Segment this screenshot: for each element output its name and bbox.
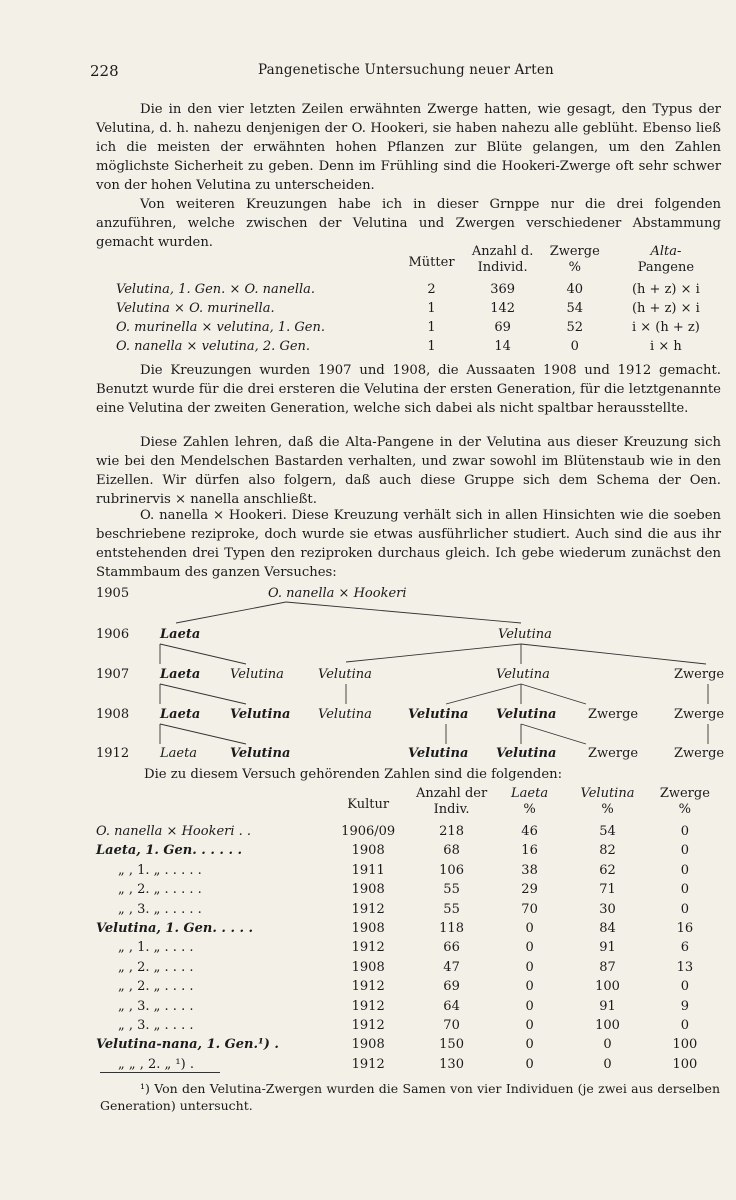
node-laeta: Laeta (160, 667, 201, 682)
table-row (96, 882, 721, 901)
node-velutina: Velutina (408, 746, 469, 761)
paragraph-4 (96, 433, 721, 509)
cell-mutter: 1 (427, 339, 436, 354)
row-label: „ , 1. „ . . . . . (118, 862, 202, 878)
cell-laeta: 16 (521, 843, 538, 859)
node-velutina: Velutina (318, 707, 372, 722)
row-label: Velutina, 1. Gen. × O. nanella. (116, 282, 316, 297)
cell-kultur: 1912 (351, 1056, 385, 1072)
row-label: „ , 2. „ . . . . (118, 959, 194, 975)
cell-velutina: 71 (599, 882, 616, 898)
paragraph-3-text: Die Kreuzungen wurden 1907 und 1908, die Aussaaten 1908 und 1912 gemacht. Benutzt wurde für die drei ersteren die Velutina der ersten Generation, für die letztgenannte eine Velutina der zweiten Generation, welche sich dabei als nicht spaltbar herausstellte. (96, 363, 721, 416)
table-row (96, 979, 721, 998)
cell-kultur: 1912 (351, 1017, 385, 1033)
cell-kultur: 1908 (351, 843, 385, 859)
node-velutina: Velutina (496, 746, 557, 761)
cell-velutina: 82 (599, 843, 616, 859)
cell-zwerge: 0 (680, 901, 689, 917)
cell-indiv: 66 (443, 940, 460, 956)
table-row (96, 1018, 721, 1037)
cell-laeta: 0 (525, 1017, 534, 1033)
cell-kultur: 1912 (351, 901, 385, 917)
running-header (90, 62, 720, 82)
table-row (96, 282, 721, 301)
cell-zwerge: 0 (570, 339, 579, 354)
row-label: O. nanella × velutina, 2. Gen. (116, 339, 311, 354)
cell-mutter: 2 (427, 282, 436, 297)
cell-pangene: (h + z) × i (631, 282, 700, 297)
header-velutina: Velutina % (580, 786, 635, 817)
table-body (96, 824, 721, 1076)
row-label: „ , 2. „ . . . . (118, 979, 194, 995)
cell-indiv: 106 (439, 862, 464, 878)
cell-laeta: 70 (521, 901, 538, 917)
row-label: Velutina × O. murinella. (116, 301, 275, 316)
cell-zwerge: 0 (680, 824, 689, 839)
table-row (96, 863, 721, 882)
cell-pangene: i × h (650, 339, 682, 354)
paragraph-5 (96, 506, 721, 582)
cell-indiv: 47 (443, 959, 460, 975)
cell-indiv: 118 (439, 920, 464, 936)
node-velutina: Velutina (498, 627, 552, 642)
table-row (96, 301, 721, 320)
cell-velutina: 100 (595, 1017, 620, 1033)
cell-kultur: 1912 (351, 998, 385, 1014)
header-pangene: Alta- Pangene (637, 244, 695, 275)
cell-zwerge: 0 (680, 1017, 689, 1033)
table-row (96, 999, 721, 1018)
cell-zwerge: 52 (566, 320, 584, 335)
cell-velutina: 30 (599, 901, 616, 917)
table-row (96, 843, 721, 862)
row-label: „ , 3. „ . . . . (118, 998, 194, 1014)
paragraph-1-text: Die in den vier letzten Zeilen erwähnten Zwerge hatten, wie gesagt, den Typus der Velutina, d. h. nahezu denjenigen der O. Hookeri, sie haben nahezu alle geblüht. Ebenso ließ ich die meisten der erwähnten hohen Pflanzen zur Blüte gelangen, um den Zahlen möglichste Sicherheit zu geben. Denn im Frühling sind die Hookeri-Zwerge oft sehr schwer von der hohen Velutina zu unterscheiden. (96, 102, 721, 193)
cell-indiv: 69 (443, 979, 460, 995)
table-row (96, 921, 721, 940)
cell-pangene: (h + z) × i (631, 301, 700, 316)
cell-zwerge: 0 (680, 882, 689, 898)
year-1907: 1907 (96, 667, 130, 682)
table-row (96, 1037, 721, 1056)
footnote-divider (100, 1072, 220, 1073)
cell-velutina: 100 (595, 979, 620, 995)
cell-indiv: 64 (443, 998, 460, 1014)
cell-laeta: 0 (525, 959, 534, 975)
year-1912: 1912 (96, 746, 130, 761)
cell-indiv: 55 (443, 901, 460, 917)
cell-laeta: 0 (525, 1056, 534, 1072)
cell-zwerge: 6 (680, 940, 689, 956)
footnote: ¹) Von den Velutina-Zwergen wurden die Samen von vier Individuen (je zwei aus derselben Generation) untersucht. (100, 1081, 720, 1113)
node-velutina: Velutina (408, 707, 469, 722)
header-zwerge: Zwerge % (659, 786, 710, 817)
table-row (96, 824, 721, 843)
row-label: „ , 2. „ . . . . . (118, 882, 202, 898)
node-velutina: Velutina (230, 746, 291, 761)
cell-zwerge: 13 (676, 959, 694, 975)
paragraph-5-text: O. nanella × Hookeri. Diese Kreuzung verhält sich in allen Hinsichten wie die soeben beschriebene reziproke, doch wurde sie etwas ausführlicher studiert. Auch sind die aus ihr entstehenden drei Typen den reziproken durchaus gleich. Ich gebe wiederum zunächst den Stammbaum des ganzen Versuches: (96, 508, 721, 580)
cell-velutina: 84 (599, 920, 616, 936)
cell-individ: 369 (490, 282, 516, 297)
header-zwerge: Zwerge % (549, 244, 600, 275)
table-caption: Die zu diesem Versuch gehörenden Zahlen sind die folgenden: (144, 767, 563, 782)
table-results (96, 786, 721, 1076)
cell-velutina: 87 (599, 959, 616, 975)
row-label: O. nanella × Hookeri . . (96, 824, 252, 839)
cell-kultur: 1912 (351, 940, 385, 956)
table-header-row (96, 786, 721, 824)
cell-kultur: 1912 (351, 979, 385, 995)
pedigree-diagram (96, 582, 726, 772)
cell-velutina: 54 (599, 824, 616, 839)
row-label: Velutina, 1. Gen. . . . . (96, 920, 254, 936)
header-mutter: Mütter (408, 255, 455, 270)
cell-zwerge: 54 (566, 301, 584, 316)
cell-velutina: 0 (603, 1056, 612, 1072)
cell-laeta: 0 (525, 1037, 534, 1053)
table-row (96, 940, 721, 959)
cell-indiv: 150 (439, 1037, 464, 1053)
cell-kultur: 1906/09 (341, 824, 396, 839)
table-row (96, 960, 721, 979)
year-1905: 1905 (96, 586, 130, 601)
row-label: Laeta, 1. Gen. . . . . . (96, 843, 243, 859)
node-velutina: Velutina (230, 707, 291, 722)
cell-zwerge: 40 (566, 282, 584, 297)
cell-indiv: 55 (443, 882, 460, 898)
cell-laeta: 0 (525, 920, 534, 936)
cell-zwerge: 0 (680, 979, 689, 995)
table-row (96, 1057, 721, 1076)
row-label: „ , 3. „ . . . . . (118, 901, 202, 917)
node-zwerge: Zwerge (588, 707, 639, 722)
row-label: O. murinella × velutina, 1. Gen. (116, 320, 325, 335)
cell-indiv: 130 (439, 1056, 464, 1072)
row-label: „ „ , 2. „ ¹) . (118, 1056, 194, 1072)
cell-kultur: 1908 (351, 920, 385, 936)
cell-velutina: 91 (599, 940, 616, 956)
header-indiv: Anzahl der Indiv. (415, 786, 488, 817)
cell-zwerge: 9 (680, 998, 689, 1014)
cell-laeta: 46 (521, 824, 538, 839)
cell-individ: 14 (494, 339, 511, 354)
cell-velutina: 0 (603, 1037, 612, 1053)
cell-kultur: 1908 (351, 882, 385, 898)
cell-laeta: 0 (525, 979, 534, 995)
header-individ: Anzahl d. Individ. (471, 244, 534, 275)
cell-kultur: 1908 (351, 1037, 385, 1053)
year-1906: 1906 (96, 627, 130, 642)
node-velutina: Velutina (496, 707, 557, 722)
cell-kultur: 1908 (351, 959, 385, 975)
table-row (96, 902, 721, 921)
cell-kultur: 1911 (351, 862, 385, 878)
paragraph-3 (96, 361, 721, 418)
cell-mutter: 1 (427, 301, 436, 316)
table-row (96, 320, 721, 339)
paragraph-4-text: Diese Zahlen lehren, daß die Alta-Pangene in der Velutina aus dieser Kreuzung sich wie bei den Mendelschen Bastarden verhalten, und zwar sowohl im Blütenstaub wie in den Eizellen. Wir dürfen also folgern, daß auch diese Gruppe sich dem Schema der Oen. rubrinervis × nanella anschließt. (96, 435, 721, 507)
cell-laeta: 0 (525, 998, 534, 1014)
cell-velutina: 62 (599, 862, 616, 878)
paragraph-1 (96, 100, 721, 195)
cell-indiv: 70 (443, 1017, 460, 1033)
cell-velutina: 91 (599, 998, 616, 1014)
table-row (96, 339, 721, 358)
node-root: O. nanella × Hookeri (268, 586, 407, 601)
cell-laeta: 0 (525, 940, 534, 956)
node-laeta: Laeta (160, 746, 198, 761)
node-zwerge: Zwerge (674, 746, 725, 761)
cell-zwerge: 0 (680, 843, 689, 859)
header-laeta: Laeta % (511, 786, 549, 817)
node-zwerge: Zwerge (588, 746, 639, 761)
node-zwerge: Zwerge (674, 707, 725, 722)
page-number: 228 (90, 62, 119, 80)
row-label: „ , 3. „ . . . . (118, 1017, 194, 1033)
paragraph-2-text: Von weiteren Kreuzungen habe ich in dieser Grnppe nur die drei folgenden anzuführen, welche zwischen der Velutina und Zwergen verschiedener Abstammung gemacht wurden. (96, 197, 721, 250)
cell-zwerge: 0 (680, 862, 689, 878)
cell-pangene: i × (h + z) (631, 320, 700, 335)
table-crossings (96, 244, 721, 358)
cell-individ: 69 (494, 320, 511, 335)
header-kultur: Kultur (347, 797, 390, 812)
cell-indiv: 68 (443, 843, 460, 859)
node-velutina: Velutina (496, 667, 550, 682)
cell-zwerge: 100 (672, 1037, 698, 1053)
node-laeta: Laeta (160, 627, 201, 642)
cell-individ: 142 (490, 301, 516, 316)
cell-mutter: 1 (427, 320, 436, 335)
node-zwerge: Zwerge (674, 667, 725, 682)
cell-laeta: 38 (521, 862, 538, 878)
year-1908: 1908 (96, 707, 130, 722)
running-title: Pangenetische Untersuchung neuer Arten (258, 62, 554, 78)
cell-indiv: 218 (439, 824, 464, 839)
table-header-row (96, 244, 721, 282)
row-label: „ , 1. „ . . . . (118, 940, 194, 956)
node-laeta: Laeta (160, 707, 201, 722)
cell-zwerge: 100 (672, 1056, 698, 1072)
row-label: Velutina-nana, 1. Gen.¹) . (96, 1037, 279, 1053)
node-velutina: Velutina (318, 667, 372, 682)
node-velutina: Velutina (230, 667, 284, 682)
cell-zwerge: 16 (676, 920, 694, 936)
cell-laeta: 29 (521, 882, 538, 898)
